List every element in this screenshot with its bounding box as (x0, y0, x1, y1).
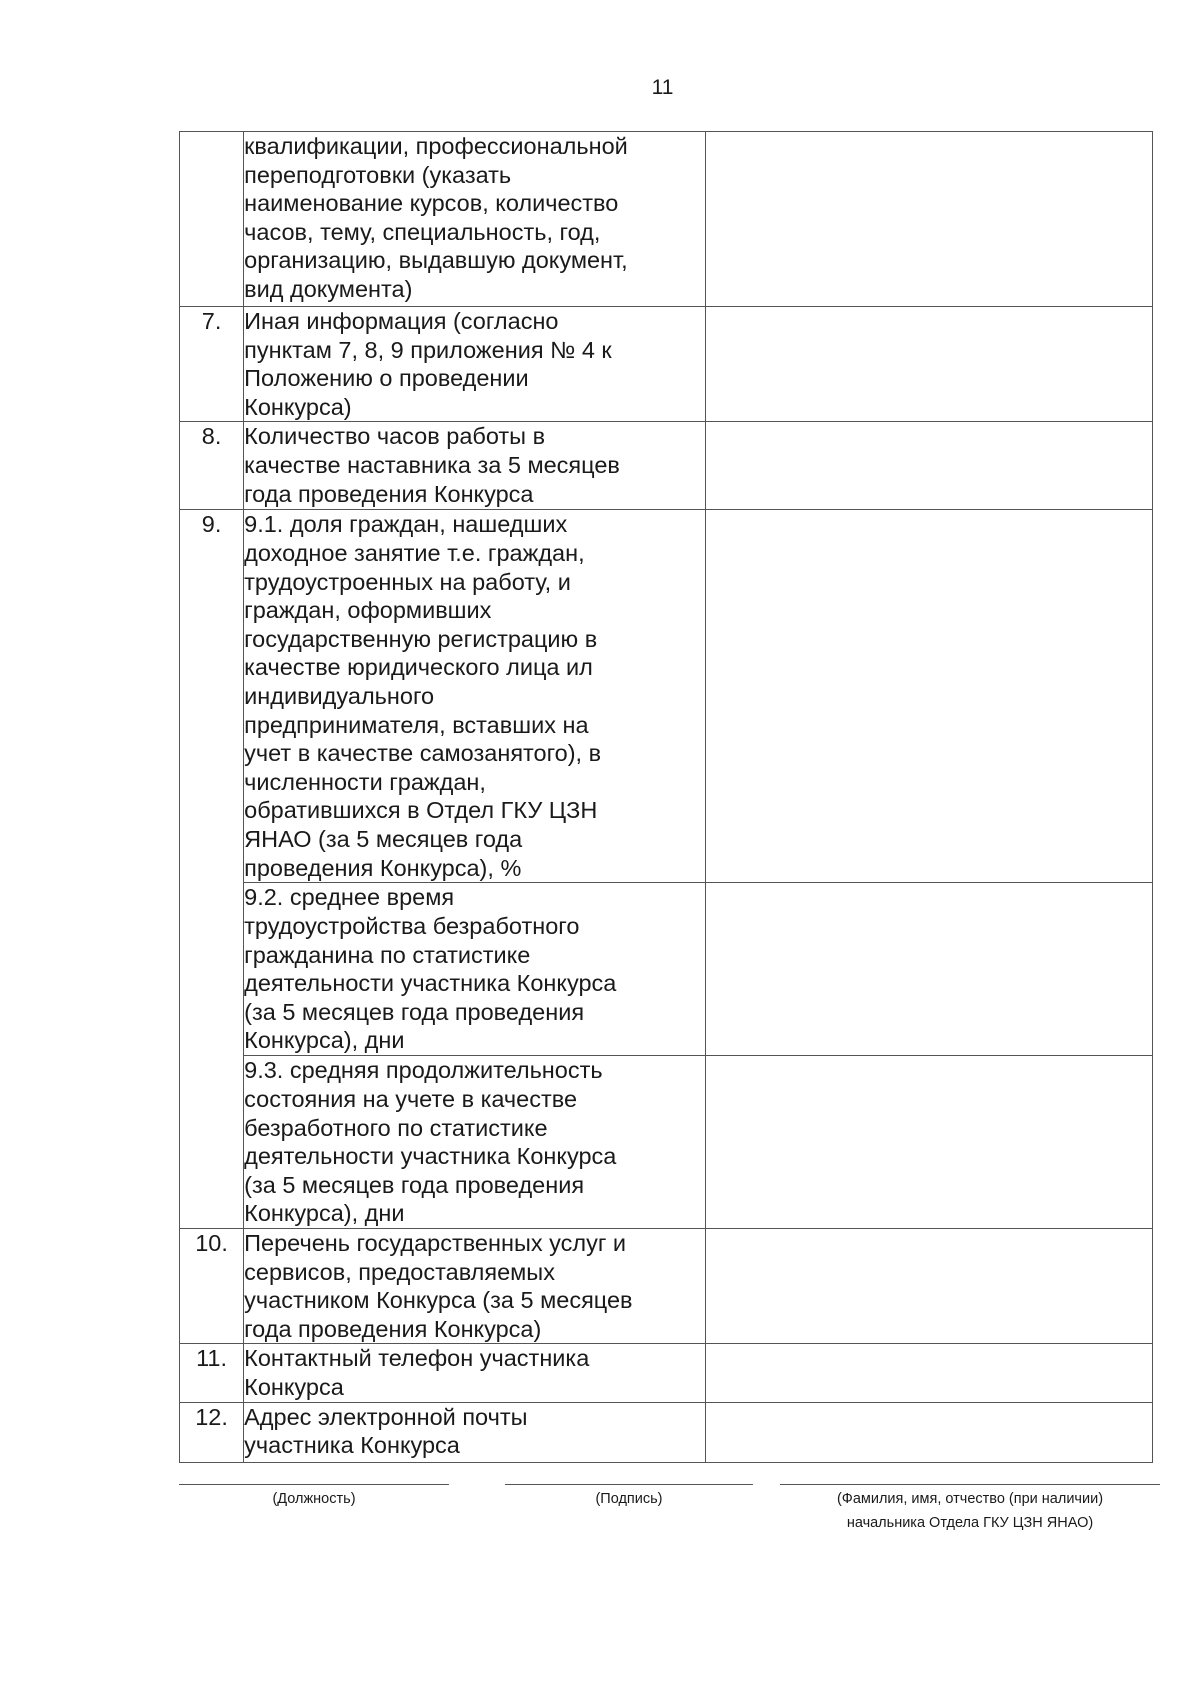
row-text: Иная информация (согласно пунктам 7, 8, 9 приложения № 4 к Положению о проведении Конкурса) (244, 307, 706, 422)
page-number: 11 (651, 76, 674, 99)
name-line (780, 1484, 1160, 1485)
row-value (706, 1056, 1153, 1229)
table-row (180, 1344, 1153, 1402)
row-number: 12. (180, 1402, 244, 1462)
table-row (180, 1402, 1153, 1462)
table-row (180, 510, 1153, 883)
row-text: Адрес электронной почты участника Конкурса (244, 1402, 706, 1462)
row-number: 8. (180, 422, 244, 510)
form-table (179, 131, 1153, 1463)
row-value (706, 132, 1153, 307)
position-block (179, 1484, 449, 1507)
row-text: 9.1. доля граждан, нашедших доходное занятие т.е. граждан, трудоустроенных на работу, и граждан, оформивших государственную регистрацию в качестве юридического лица ил индивидуального предпринимателя, вставших на учет в качестве самозанятого), в численности граждан, обратившихся в Отдел ГКУ ЦЗН ЯНАО (за 5 месяцев года проведения Конкурса), % (244, 510, 706, 883)
row-text: Количество часов работы в качестве наставника за 5 месяцев года проведения Конкурса (244, 422, 706, 510)
position-line (179, 1484, 449, 1485)
row-text: 9.3. средняя продолжительность состояния на учете в качестве безработного по статистике деятельности участника Конкурса (за 5 месяцев года проведения Конкурса), дни (244, 1056, 706, 1229)
name-block (780, 1484, 1160, 1531)
table-row (180, 883, 1153, 1056)
row-text: Перечень государственных услуг и сервисов, предоставляемых участником Конкурса (за 5 месяцев года проведения Конкурса) (244, 1228, 706, 1343)
name-label-position: начальника Отдела ГКУ ЦЗН ЯНАО) (846, 1515, 1094, 1531)
position-label: (Должность) (272, 1491, 356, 1507)
row-value (706, 510, 1153, 883)
table-row (180, 307, 1153, 422)
signature-line (505, 1484, 753, 1485)
row-number: 7. (180, 307, 244, 422)
row-text: 9.2. среднее время трудоустройства безработного гражданина по статистике деятельности участника Конкурса (за 5 месяцев года проведения Конкурса), дни (244, 883, 706, 1056)
row-value (706, 1344, 1153, 1402)
signature-label: (Подпись) (595, 1491, 663, 1507)
row-text: Контактный телефон участника Конкурса (244, 1344, 706, 1402)
row-number: 10. (180, 1228, 244, 1343)
row-value (706, 1228, 1153, 1343)
table-row (180, 132, 1153, 307)
row-value (706, 307, 1153, 422)
row-value (706, 883, 1153, 1056)
row-value (706, 1402, 1153, 1462)
row-number (180, 132, 244, 307)
row-text: квалификации, профессиональной переподготовки (указать наименование курсов, количество часов, тему, специальность, год, организацию, выдавшую документ, вид документа) (244, 132, 706, 307)
row-number: 9. (180, 510, 244, 1229)
signature-block (505, 1484, 753, 1507)
row-number: 11. (180, 1344, 244, 1402)
table-row (180, 1228, 1153, 1343)
table-row (180, 1056, 1153, 1229)
name-label: (Фамилия, имя, отчество (при наличии) (836, 1491, 1104, 1507)
table-row (180, 422, 1153, 510)
row-value (706, 422, 1153, 510)
